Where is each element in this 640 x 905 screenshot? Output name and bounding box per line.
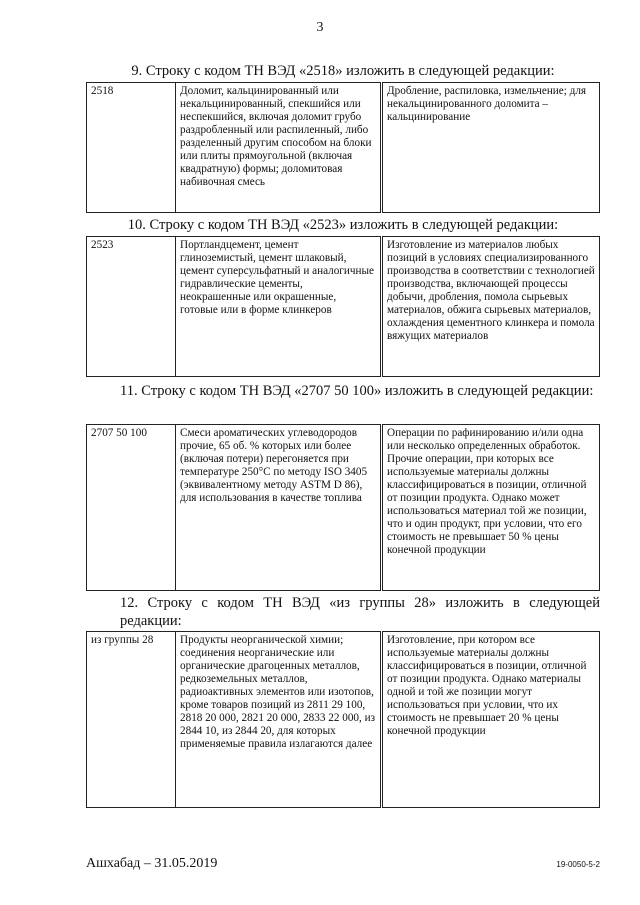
section-12-heading xyxy=(120,594,600,630)
section-11-table xyxy=(86,424,600,591)
table-row xyxy=(87,632,600,808)
rule-cell: Изготовление из материалов любых позиций в условиях специализированного производства в соответствии с технологией производства, включающей процессы добычи, дробления, помола сырьевых материалов, обжига сырьевых материалов, охлаждения цементного клинкера и помола вяжущих материалов xyxy=(382,237,600,377)
description-cell: Продукты неорганической химии; соединения неорганические или органические драгоценных металлов, редкоземельных металлов, радиоактивных элементов или изотопов, кроме товаров позиций из 2811 29 100, 2818 20 000, 2821 20 000, 2833 22 000, из 2844 10, из 2844 20, для которых применяемые правила излагаются далее xyxy=(176,632,382,808)
footer-doc-code: 19-0050-5-2 xyxy=(556,860,600,869)
section-10-heading: 10. Строку с кодом ТН ВЭД «2523» изложить в следующей редакции: xyxy=(127,217,559,233)
footer-place-date: Ашхабад – 31.05.2019 xyxy=(86,856,218,871)
rule-cell: Операции по рафинированию и/или одна или несколько определенных обработок. Прочие операции, при которых все используемые материалы должны классифицироваться в позиции, отличной от позиции продукта. Однако может использоваться материал той же позиции, что и один продукт, при условии, что его стоимость не превышает 50 % цены конечной продукции xyxy=(382,425,600,591)
hs-code-cell: 2707 50 100 xyxy=(87,425,176,591)
section-9-heading: 9. Строку с кодом ТН ВЭД «2518» изложить в следующей редакции: xyxy=(131,63,555,79)
section-9-table xyxy=(86,82,600,213)
table-row xyxy=(87,83,600,213)
rule-cell: Дробление, распиловка, измельчение; для некальцинированного доломита – кальцинирование xyxy=(382,83,600,213)
hs-code-cell: из группы 28 xyxy=(87,632,176,808)
section-12-table xyxy=(86,631,600,808)
table-row xyxy=(87,237,600,377)
rule-cell: Изготовление, при котором все используемые материалы должны классифицироваться в позиции, отличной от позиции продукта. Однако материалы одной и той же позиции могут использоваться при условии, что их стоимость не превышает 20 % цены конечной продукции xyxy=(382,632,600,808)
page-number: 3 xyxy=(316,20,324,35)
hs-code-cell: 2523 xyxy=(87,237,176,377)
section-11-heading xyxy=(120,382,600,400)
description-cell: Портландцемент, цемент глиноземистый, цемент шлаковый, цемент суперсульфатный и аналогичные гидравлические цементы, неокрашенные или окрашенные, готовые или в форме клинкеров xyxy=(176,237,382,377)
hs-code-cell: 2518 xyxy=(87,83,176,213)
description-cell: Доломит, кальцинированный или некальцинированный, спекшийся или неспекшийся, включая доломит грубо раздробленный или распиленный, либо разделенный другим способом на блоки или плиты прямоугольной (включая квадратную) формы; доломитовая набивочная смесь xyxy=(176,83,382,213)
table-row xyxy=(87,425,600,591)
section-12-heading-text: 12. Строку с кодом ТН ВЭД «из группы 28» изложить в следующей редакции: xyxy=(120,595,600,629)
section-10-table xyxy=(86,236,600,377)
description-cell: Смеси ароматических углеводородов прочие, 65 об. % которых или более (включая потери) перегоняется при температуре 250°С по методу ISO 3405 (эквивалентному методу ASTM D 86), для использования в качестве топлива xyxy=(176,425,382,591)
section-11-heading-text: 11. Строку с кодом ТН ВЭД «2707 50 100» изложить в следующей редакции: xyxy=(120,383,594,399)
